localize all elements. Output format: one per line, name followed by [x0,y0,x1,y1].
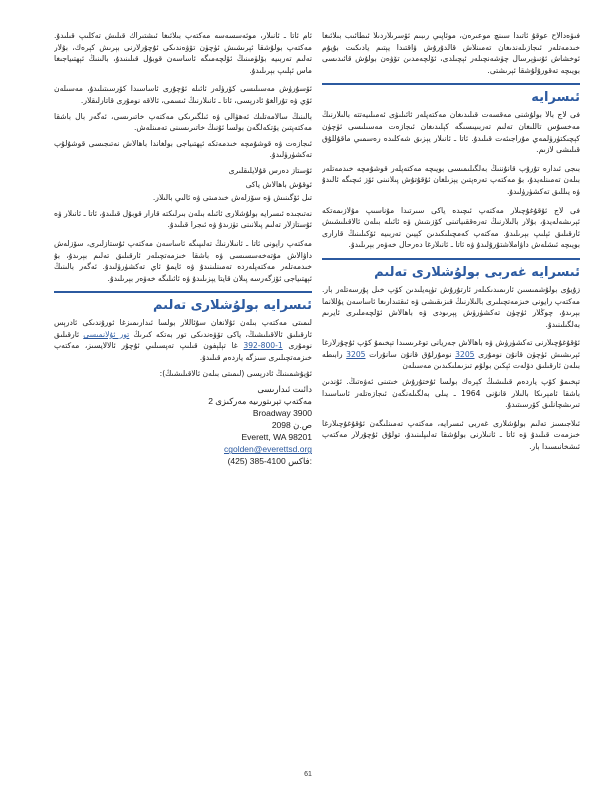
paragraph: ﻧﻪﺗﯩﺠﯩﺪﻩ ﺋﯩﺴﺮﺍﻳﻪ ﺑﻮﻟﯘﺷﻼﺭﻯ ﺋﺎﺋﯩﻠﻪ ﺑﯩﻠﻪﻥ ﺑﯩﺮﻟﯩﻜﺘﻪ ﻗﺎﺭﺍﺭ ﻗﻮﺑﯘﻝ ﻗﯩﻠﯩﺪﯗ، ﺋﺎﺗﺎ ـ ﺋﺎﻧﯩﻼﺭ ﯞﻩ ﺋﯘﺳﺘﺎﺯﻻﺭ ﺗﻪﻟﯩﻢ ﭘﯩﻼﻧﯩﻨﻰ ﺗﯜﺯﯨﺪﯗ ﯞﻩ ﺋﯩﺠﺮﺍ ﻗﯩﻠﯩﺪﯗ. [54,208,312,230]
paragraph-text: ﺋﺎﺭﻗﯩﻠﯩﻖ ﺩﯙﻟﻪﺕ ﺋﯧﻜﯩﻦ ﺑﻮﻟﯘﻡ ﺗﯩﺰﯨﻤﻠﯩﻜﯩﺪﯨﻦ ﻣﻪﺳﯩﻠﻪﻥ [402,361,561,371]
website-link[interactable]: ﺗﻮﺭ ﺋﯘﻻﻧﻤﯩﺴﻰ [83,329,130,339]
paragraph: ﺑﯩﺠﻰ ﺋﯩﺪﺍﺭﻩ ﺗﯘﺭﯗﭖ ﻗﺎﻧﯘﻧﻨﯩﯔ ﺑﻪﻟﮕﯩﻠﯩﻤﯩﺴﻰ ﺑﻮﻳﯩﭽﻪ ﻣﻪﻛﺘﻪﭘﻠﻪﺭ ﻗﻮﺷﯘﻣﭽﻪ ﺧﯩﺪﻣﻪﺗﻠﻪﺭ ﺑﯩﻠﻪﻥ ﺗﻪﻣﯩﻨﻠﻪﻳﺪﯗ، ﺑﯘ ﻣﻪﻛﺘﻪﭖ ﺗﻪﺭﻩﭘﺘﯩﻦ ﻳﯧﺰﯨﻠﻐﺎﻥ ﺋﯘﻗﯘﺗﯘﺵ ﭘﯩﻼﻧﯩﻨﻰ ﺋﯚﺯ ﺋﯩﭽﯩﮕﻪ ﺋﺎﻟﯩﺪﯗ ﯞﻩ ﻳﯩﻠﻠﯩﻖ ﺗﻪﻛﺸﯜﺭﯛﻟﯩﺪﯗ. [322,163,580,196]
address-org-line: 2 ﻣﻪﻛﺘﻪﭖ ﺗﯧﺮﯨﺘﻮﺭﯨﻴﻪ ﻣﻪﺭﻛﯩﺰﻯ [208,396,312,407]
section-heading: ﺋﯩﺴﺮﺍﻳﻪ ﺑﻮﻟﯘﺷﻼﺭﻯ ﺗﻪﻟﯩﻢ [152,298,312,314]
paragraph-text: ﺋﯘﻗﯘﻏﯘﭼﯩﻼﺭﻧﻰ ﺗﻪﻛﺸﯜﺭﯛﺵ ﯞﻩ ﺑﺎﻫﺎﻻﺵ ﺟﻪﺭﻳﺎﻧﻰ ﺗﻮﻏﺮﯨﺴﯩﺪﺍ ﺗﯧﺨﯩﻤﯘ ﻛﯚﭖ ﺋﯘﭼﯘﺭﻻﺭﻏﺎ ﺋﯧﺮﯨﺸﯩﺶ ﺋﯜﭼﯜﻥ ﻗﺎﻧﯘﻥ ﻧﻮﻣﯘﺭﻯ [322,338,580,359]
section-heading: ﺋﯩﺴﺮﺍﻳﻪ ﻏﻪﺭﺑﻰ ﺑﻮﻟﯘﺷﻼﺭﻯ ﺗﻪﻟﯩﻢ [374,264,580,280]
paragraph: ﺋﺎﻡ ﺋﺎﺗﺎ ـ ﺋﺎﻧﯩﻼﺭ، ﻣﻮﺋﻪﺳﺴﻪﺳﻪ ﻣﻪﻛﺘﻪﭖ ﺑﯩﻼﺋﯩﻐﺎ ﺋﯩﺸﺘﯩﺮﺍﻙ ﻗﯩﻠﯩﺶ ﺗﻪﻛﻠﯩﭗ ﻗﯩﻠﯩﺪﯗ. ﻣﻪﻛﺘﻪﭖ ﺑﻮﻟﯘﺷﻘﺎ ﺋﯧﺮﯨﺸﯩﺶ ﺋﯜﭼﯜﻥ ﺗﯚﯞﻩﻧﺪﯨﻜﻰ ﺋﯘﭼﯘﺭﻻﺭﻧﻰ ﺑﯧﺮﯨﺶ ﻛﯧﺮﻩﻙ، ﺑﯘﻻﺭ ﺗﻪﻟﯩﻢ ﺗﻪﺭﺑﯩﻴﻪ ﺑﯚﻟﯜﻣﯩﻨﯩﯔ ﺋﯚﻟﭽﻪﻣﯩﮕﻪ ﺋﺎﺳﺎﺳﻪﻥ ﻗﻮﺑﯘﻝ ﻗﯩﻠﯩﻨﯩﺪﯗ، ﺑﺎﻟﯩﻨﯩﯔ ﺋﯧﻬﺘﯩﻴﺎﺟﯩﻐﺎ ﻣﺎﺱ ﺋﯧﻠﯩﭗ ﺑﯧﺮﯨﻠﯩﺪﯗ. [54,31,312,75]
email-link[interactable]: cgolden@everettsd.org [223,444,312,455]
law-link[interactable]: 3205 [455,349,475,359]
law-link[interactable]: 3205 [346,349,366,359]
phone-label: ﻓﺎﻛﺲ: [288,456,312,467]
address-po-box: ﺹ.ﻥ 2098 [271,420,312,431]
list-item: ﺗﯩﻞ ﺋﯚﮔﯩﻨﯩﺶ ﯞﻩ ﺳﯚﺯﻟﻪﺵ ﺧﯩﺪﻣﯩﺘﻰ ﯞﻩ ﺋﺎﻟﯩﻲ ﺑﺎﻟﯩﻼﺭ. [152,193,312,203]
paragraph: ﺯﯗﻳﯘﻯ ﺑﻮﻟﯘﺷﻤﯩﺴﯩﻦ ﺋﺎﺭﯨﻤﯩﺪﯨﻜﯩﻠﻪﺭ ﺋﺎﺭﺗﯘﺭﯗﺵ ﺗﯜﭘﻪﻳﻠﯩﺪﯨﻦ ﻛﯚﭖ ﺧﯩﻞ ﭘﯘﺭﺳﻪﺗﻠﻪﺭ ﺑﺎﺭ. ﻣﻪﻛﺘﻪﭖ ﺭﺍﻳﻮﻧﻰ ﺧﯩﺰﻣﻪﺗﭽﯩﻠﯩﺮﻯ ﺑﺎﻟﯩﻼﺭﻧﯩﯔ ﻗﯩﺰﯨﻘﯩﺸﻰ ﯞﻩ ﺋﯩﻘﺘﯩﺪﺍﺭﯨﻐﺎ ﺋﺎﺳﺎﺳﻪﻥ ﻳﯘﻟﻼﻧﻤﺎ ﺑﯧﺮﯨﺪﯗ، ﭼﻮﯕﻼﺭ ﺋﯜﭼﯜﻥ ﺗﻪﻛﺸﯜﺭﯛﺵ ﭘﯧﺮﯨﻮﺩﻯ ﯞﻩ ﺑﺎﻫﺎﻻﺵ ﺋﯚﻟﭽﻪﻣﻠﯩﺮﻯ ﺋﺎﻳﺮﯨﻢ ﺑﻪﻟﮕﯩﻠﯩﻨﯩﺪﯗ. [322,284,580,329]
section-heading: ﺋﯩﺴﺮﺍﻳﻪ [531,90,580,106]
paragraph: ﺋﯘﻳﯘﺷﻤﯩﻨﯩﯔ ﺋﺎﺩﺭﯦﺴﻰ (ﻟﯩﻤﯩﺘﻰ ﺑﯩﻠﻪﻥ ﺋﺎﻻﻗﯩﻠﯩﺸﯩﯔ): [159,368,312,378]
paragraph-text: ﻟﯩﻤﯩﺘﻰ ﻣﻪﻛﺘﻪﭖ ﺑﯩﻠﻪﻥ ﺋﯘﻻﻧﻐﺎﻥ ﺳﯘﺋﺎﻟﻼﺭ ﺑﻮﻟﺴﺎ ﺋﯩﺪﺍﺭﯨﻤﯩﺰﻏﺎ ﺋﻮﺭﯗﻧﺪﯨﻜﻰ ﺋﺎﺩﺭﯦﺲ ﺋﺎﺭﻗﯩﻠﯩﻖ ﺋﺎﻻﻗﯩﻠﯩﺸﯩﯔ، ﻳﺎﻛﻰ ﺗﯚﯞﻩﻧﺪﯨﻜﻰ ﺗﻮﺭ ﺑﻪﺗﻜﻪ ﻛﯩﺮﯨﯔ [54,318,312,339]
paragraph [54,317,312,363]
paragraph-text: ﺭﺍﺑﯩﻄﻪ ﺑﯩﻠﻪﻥ [322,349,580,371]
left-column [54,30,312,467]
paragraph: ﺋﯩﻼﺟﯩﺴﯩﺰ ﺗﻪﻟﯩﻢ ﺑﻮﻟﯘﺷﻼﺭﻯ ﻏﻪﺭﺑﻰ ﺋﯩﺴﺮﺍﻳﻪ، ﻣﻪﻛﺘﻪﭖ ﺗﻪﻣﯩﻨﻠﯩﮕﻪﻥ ﺋﯘﻗﯘﻏﯘﭼﯩﻼﺭﻏﺎ ﺧﯩﺰﻣﻪﺕ ﻗﯩﻠﯩﺪﯗ ﯞﻩ ﺋﺎﺗﺎ ـ ﺋﺎﻧﯩﻼﺭﻧﻰ ﺑﻮﻟﯘﺷﻘﺎ ﺗﻪﻟﯩﭙﻠﯩﻨﯩﺪﯗ، ﺗﻮﻟﯘﻕ ﺋﯘﭼﯘﺭﻻﺭ ﻣﻪﻛﺘﻪﭖ ﺋﯩﺸﺨﺎﻧﯩﺴﯩﺪﺍ ﺑﺎﺭ. [322,418,580,452]
bullet-item: ﺋﯩﺠﺎﺯﻩﺕ ﯞﻩ ﻗﻮﺷﯘﻣﭽﻪ ﺧﯩﺪﻣﻪﺗﻜﻪ ﺋﯧﻬﺘﯩﻴﺎﺟﻰ ﺑﻮﻟﻐﺎﻧﺪﺍ ﺑﺎﻫﺎﻻﺵ ﻧﻪﺗﯩﺠﯩﺴﻰ ﻗﻮﺷﯘﻟﯘﭖ ﺗﻪﻛﺸﯜﺭﯛﻟﯩﺪﯗ. [54,138,312,160]
phone-number: (425) 385-4100 [227,456,286,467]
paragraph-text: ﻧﻮﻣﯘﺭﻟﯘﻕ ﻗﺎﻧﯘﻥ ﺳﺎﻧﯘﺭﺍﺕ [369,349,452,359]
paragraph: ﻓﯩﯟﻩﺩﺍﻻﺡ ﻋﻮﻗﯘ ﺋﺎﺗﯩﺪﺍ ﺳﯩﻨﭻ ﻣﻮﻋﯩﺮﻩﻥ، ﻣﻮﺋﺎﭘﯩﻲ ﺭﯨﺒﯩﻢ ﺋﯚﺳﺮﯨﻼﺭﺩﯨﻼ ﺋﯩﻄﺎﺋﯩﺐ ﺑﯩﻼﺋﯩﻐﺎ ﺧﯩﺪﻣﻪﺗﻠﻪﺭ ﺋﯩﺠﺎﺯﯨﻠﻪﻧﺪﯨﻐﺎﻥ ﺗﻪﻣﯩﻨﻼﺵ ﻗﺎﻟﺪﯗﺭﯗﺵ ﯞﺍﻗﺘﯩﺪﺍ ﻳﯧﺘﯩﻢ ﻳﺎﺩﯨﻜﯩﺖ ﺑﯘﻳﯘﻡ ﺋﻮﺧﺸﺎﺵ ﺋﯘﻧﯩﯟﯦﺮﺳﺎﻝ ﭼﯜﺷﻪﻧﭽﯩﻠﻪﺭ ﺋﯧﭽﯩﻠﺪﻯ، ﺋﯚﻟﭽﻪﻣﺪﯨﻦ ﺗﯚﯞﻩﻥ ﺑﻮﻟﯘﺵ ﻗﺎﺋﯩﺪﯨﺴﻰ ﺑﻮﻳﯩﭽﻪ ﺗﻪﻗﻮﺭﯗﻟﯘﺷﻘﺎ ﺋﯧﺮﯨﺸﺘﻰ. [322,31,580,75]
paragraph: ﻣﻪﻛﺘﻪﭖ ﺭﺍﻳﻮﻧﻰ ﺋﺎﺗﺎ ـ ﺋﺎﻧﯩﻼﺭﻧﯩﯔ ﺗﻪﻟﯩﭙﯩﮕﻪ ﺋﺎﺳﺎﺳﻪﻥ ﻣﻪﻛﺘﻪﭖ ﺋﯘﺳﺘﺎﺯﻟﯩﺮﻯ، ﺳﯚﺯﻟﻪﺵ ﺩﺍﯞﺍﻻﺵ ﻣﯘﺗﻪﺧﻪﺳﺴﯩﺴﻰ ﯞﻩ ﺑﺎﺷﻘﺎ ﺧﯩﺰﻣﻪﺗﭽﯩﻠﻪﺭ ﺋﺎﺭﻗﯩﻠﯩﻖ ﺗﻪﻟﯩﻢ ﺑﯧﺮﯨﺪﯗ، ﺑﯘ ﺧﯩﺪﻣﻪﺗﻠﻪﺭ ﻣﻪﻛﺘﻪﭘﻠﻪﺭﺩﻩ ﺗﻪﻣﯩﻨﻠﯩﻨﯩﺪﯗ ﯞﻩ ﺋﺎﻳﻤﯘ ﺋﺎﻱ ﺗﻪﻛﺸﯜﺭﯛﻟﯩﺪﯗ. ﺋﻪﮔﻪﺭ ﺑﺎﻟﯩﻨﯩﯔ ﺋﯧﻬﺘﯩﻴﺎﺟﻰ ﺋﯚﺯﮔﻪﺭﺳﻪ ﭘﯩﻼﻥ ﻗﺎﻳﺘﺎ ﻳﯧﺰﯨﻠﯩﺪﯗ ﯞﻩ ﺋﺎﺋﯩﻠﯩﮕﻪ ﺧﻪﯞﻩﺭ ﺑﯧﺮﯨﻠﯩﺪﯗ. [54,238,312,283]
list-item: ﺋﻮﻗﯘﺵ ﺑﺎﻫﺎﻻﺵ ﻳﺎﻛﻰ [245,179,312,189]
bullet-item: ﺑﺎﻟﯩﻨﯩﯔ ﺳﺎﻻﻣﻪﺗﻠﯩﻚ ﺋﻪﻫﯟﺍﻟﻰ ﯞﻩ ﺋﯩﻠﮕﯩﺮﯨﻜﻰ ﻣﻪﻛﺘﻪﭖ ﺧﺎﺗﯩﺮﯨﺴﻰ، ﺋﻪﮔﻪﺭ ﺑﺎﻝ ﺑﺎﺷﻘﺎ ﻣﻪﻛﺘﻪﭘﺘﯩﻦ ﻳﯚﺗﻜﻪﻟﮕﻪﻥ ﺑﻮﻟﺴﺎ ﺋﯘﻧﯩﯔ ﺧﺎﺗﯩﺮﯨﺴﯩﻨﻰ ﺗﻪﻣﯩﻨﻠﻪﺵ. [54,111,312,133]
paragraph [322,337,580,372]
divider [322,258,580,260]
divider [54,291,312,293]
right-column [322,30,580,460]
paragraph: ﻓﻰ ﻻﺝ ﺑﺎﻟﺎ ﺑﻮﻟﯘﺷﻨﻰ ﻣﻪﻗﺴﻪﺕ ﻗﯩﻠﯩﺪﯨﻐﺎﻥ ﻣﻪﻛﺘﻪﭘﻠﻪﺭ ﺋﺎﺋﯩﻠﯩﯟﻯ ﺋﻪﻣﯩﻠﯩﻴﻪﺗﺘﻪ ﺑﺎﻟﯩﻼﺭﻧﯩﯔ ﻣﻪﺧﺴﯘﺱ ﺗﺎﻟﻠﯩﻐﺎﻥ ﺗﻪﻟﯩﻢ ﺗﻪﺭﺑﯩﻴﯩﺴﯩﮕﻪ ﻛﯧﻠﯩﺪﯨﻐﺎﻥ ﺋﯩﺠﺎﺯﻩﺕ ﻣﻪﺳﯩﻠﯩﺴﻰ ﺋﯜﭼﯜﻥ ﻛﯧﭽﯩﻜﺘﯜﺭﯛﻟﻤﻪﻱ ﻣﯘﺭﺍﺟﯩﺌﻪﺕ ﻗﯩﻠﯩﺪﯗ. ﺋﺎﺗﺎ ـ ﺋﺎﻧﯩﻼﺭ ﻳﯧﺰﯨﻖ ﺷﻪﻛﻠﯩﺪﻩ ﺭﻩﺳﻤﯩﻲ ﻣﺎﻗﯘﻟﻠﯘﻕ ﻗﯩﻠﯩﺸﻰ ﻻﺯﯨﻢ. [322,110,580,155]
address-phone [54,455,312,467]
page-number: 61 [304,771,312,778]
bullet-item: ﺋﯚﺳﯘﺭﯛﺵ ﻣﻪﺳﯩﻠﯩﺴﻰ ﻛﯚﺭﯛﻟﻪﺭ ﺋﺎﺋﯩﻠﻪ ﺋﯘﭼﯘﺭﻯ ﺋﺎﺳﺎﺳﯩﺪﺍ ﻛﯚﺭﺳﯩﺘﯩﻠﯩﺪﯗ، ﻣﻪﺳﯩﻠﻪﻥ ﺋﯚﻱ ﯞﻩ ﺗﯘﺭﺍﻟﻐﯘ ﺋﺎﺩﺭﯦﺴﻰ، ﺋﺎﺗﺎ ـ ﺋﺎﻧﯩﻼﺭﻧﯩﯔ ﺋﯩﺴﻤﻰ، ﺋﺎﻻﻗﻪ ﻧﻮﻣﯘﺭﻯ ﻗﺎﺗﺎﺭﻟﯩﻘﻼﺭ. [54,84,312,105]
divider [322,83,580,85]
address-city: Everett, WA 98201 [241,432,312,443]
contact-address [54,383,312,467]
paragraph-text: ﺋﺎﺭﻗﯩﻠﯩﻖ ﻧﻮﻣﯘﺭﻯ [54,329,312,351]
paragraph: ﻓﻰ ﻻﺝ ﺋﯘﻗﯘﻏﯘﭼﯩﻼﺭ ﻣﻪﻛﺘﻪﭖ ﺋﯩﭽﯩﺪﻩ ﻳﺎﻛﻰ ﺳﯩﺮﺗﯩﺪﺍ ﻣﯘﻧﺎﺳﯩﭗ ﻣﯘﻻﺯﯨﻤﻪﺗﻜﻪ ﺋﯧﺮﯨﺸﻪﻟﻪﻳﺪﯗ، ﺑﯘﻻﺭ ﺑﺎﻟﯩﻼﺭﻧﯩﯔ ﺗﻪﺭﻩﻗﻘﯩﻴﺎﺗﯩﻨﻰ ﻛﯚﺯﯨﺘﯩﺶ ﯞﻩ ﺋﺎﺋﯩﻠﻪ ﺑﯩﻠﻪﻥ ﺋﺎﻻﻗﯩﻠﯩﺸﯩﺶ ﺋﺎﺭﻗﯩﻠﯩﻖ ﺋﯧﻠﯩﭗ ﺑﯧﺮﯨﻠﯩﺪﯗ. ﻣﻪﻛﺘﻪﭖ ﻛﻪﻣﭽﯩﻠﯩﻜﯩﺪﯨﻦ ﻛﯧﻴﯩﻦ ﺗﻪﺭﺑﯩﻴﻪ ﺋﯚﻛﯩﻠﯩﻨﯩﯔ ﻗﺎﺭﺍﺭﻯ ﺑﻮﻳﯩﭽﻪ ﺋﯩﺸﻠﻪﺵ ﺩﺍﯞﺍﻣﻼﺷﺘﯘﺭﯗﻟﯩﺪﯗ ﯞﻩ ﺋﺎﺗﺎ ـ ﺋﺎﻧﯩﻼﺭﻏﺎ ﺩﻩﺭﺣﺎﻝ ﺧﻪﯞﻩﺭ ﺑﯧﺮﯨﻠﯩﺪﯗ. [322,205,580,250]
address-org-line: ﺩﺍﺋﯩﺖ ﺋﯩﺪﺍﺭﯨﺴﻰ [257,384,312,395]
paragraph: ﺗﯧﺨﯩﻤﯘ ﻛﯚﭖ ﻳﺎﺭﺩﻩﻡ ﻗﯩﻠﯩﺸﯩﯔ ﻛﯧﺮﻩﻙ ﺑﻮﻟﺴﺎ ﺋﯘﺧﺘﯘﺭﯗﺵ ﺧﯩﺘﯩﻨﻰ ﺋﻪﯞﻩﺗﯩﯔ. ﺋﯘﻧﺪﯨﻦ ﺑﺎﺷﻘﺎ ﺋﺎﻣﯧﺮﯨﻜﺎ ﺑﺎﻟﯩﻼﺭ ﻗﺎﻧﯘﻧﻰ 1964 ـ ﻳﯩﻠﻰ ﺑﻪﻟﮕﯩﻠﻪﻧﮕﻪﻥ ﺋﯩﺠﺎﺯﻩﺗﻠﻪﺭ ﺋﺎﺳﺎﺳﯩﺪﺍ ﺗﯩﺮﯨﺸﭽﺎﻧﻠﯩﻖ ﻛﯚﺭﺳﯩﺘﯩﺪﯗ. [322,377,580,410]
paragraph-text: ﻏﺎ ﺗﯧﻠﯧﻔﻮﻥ ﻗﯩﻠﯩﭗ ﺗﻪﭘﺴﯩﻠﯩﻲ ﺋﯘﭼﯘﺭ ﺋﺎﻻﻻﻳﺴﯩﺰ، ﻣﻪﻛﺘﻪﭖ ﺧﯩﺰﻣﻪﺗﭽﯩﻠﯩﺮﻯ ﺳﯩﺰﮔﻪ ﻳﺎﺭﺩﻩﻡ ﻗﯩﻠﯩﺪﯗ. [54,341,312,363]
phone-link[interactable]: 1-800-392 [243,341,283,351]
list-item: ﺋﯘﺳﺘﺎﺯ ﺩﻩﺭﺱ ﻗﯘﻻﻳﻠﯩﻘﻠﯩﺮﻯ [228,165,312,175]
address-street: Broadway 3900 [252,408,312,419]
